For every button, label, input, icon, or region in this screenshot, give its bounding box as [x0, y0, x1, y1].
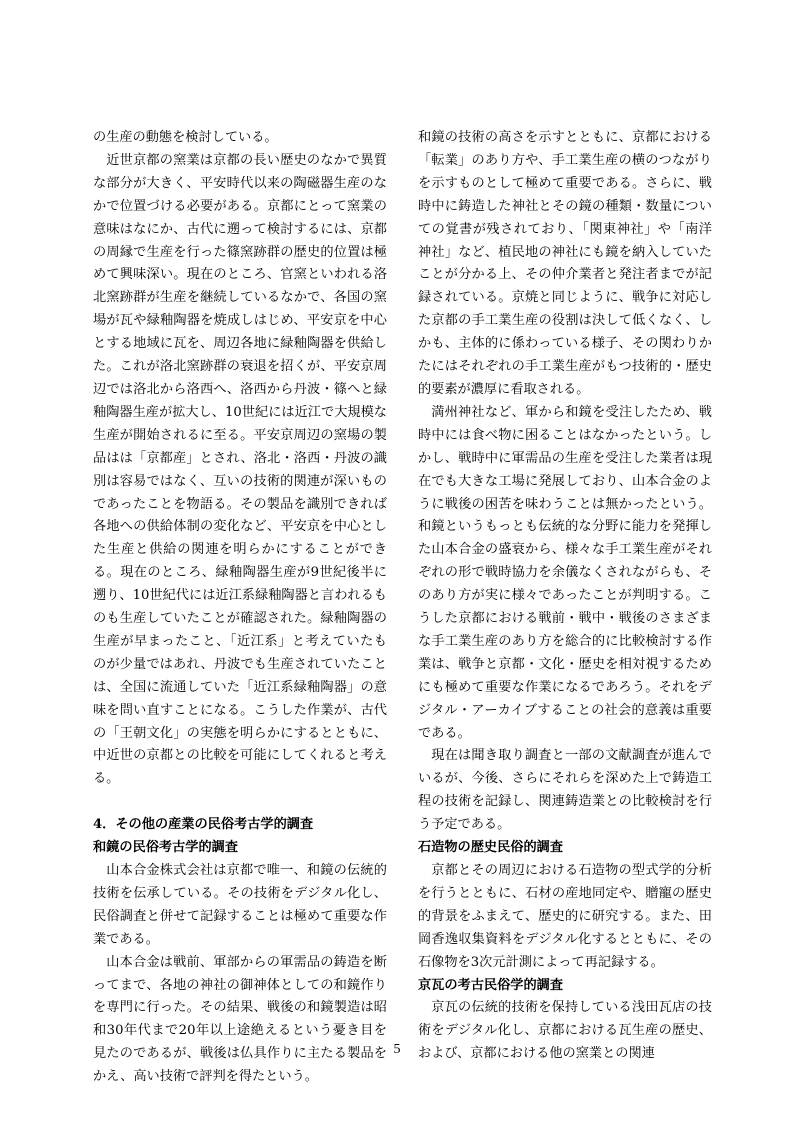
- right-paragraph-1: 和鏡の技術の高さを示すとともに、京都における「転業」のあり方や、手工業生産の横のつながりを示すものとして極めて重要である。さらに、戦時中に鋳造した神社とその鏡の種類・数量についての覚書が残されており、「関東神社」や「南洋神社」など、植民地の神社にも鏡を納入していたことが分かる上、その仲介業者と発注者までが記録されている。京焼と同じように、戦争に対応した京都の手工業生産の役割は決して低くなく、しかも、主体的に係わっている様子、その関わりかたにはそれぞれの手工業生産がもつ技術的・歴史的要素が濃厚に看取される。: [418, 130, 712, 397]
- right-paragraph-5: 京瓦の伝統的技術を保持している浅田瓦店の技術をデジタル化し、京都における瓦生産の歴史、および、京都における他の窯業との関連: [418, 1000, 712, 1062]
- left-paragraph-2: 近世京都の窯業は京都の長い歴史のなかで異質な部分が大きく、平安時代以来の陶磁器生産のなかで位置づける必要がある。京都にとって窯業の意味はなにか、古代に遡って検討するには、京都の周縁で生産を行った篠窯跡群の歴史的位置は極めて興味深い。現在のところ、官窯といわれる洛北窯跡群が生産を継続しているなかで、各国の窯場が瓦や緑釉陶器を焼成しはじめ、平安京を中心とする地域に瓦を、周辺各地に緑釉陶器を供給した。これが洛北窯跡群の衰退を招くが、平安京周辺では洛北から洛西へ、洛西から丹波・篠へと緑釉陶器生産が拡大し、10世紀には近江で大規模な生産が開始されるに至る。平安京周辺の窯場の製品はは「京都産」とされ、洛北・洛西・丹波の識別は容易ではなく、互いの技術的関連が深いものであったことを物語る。その製品を識別できれば各地への供給体制の変化など、平安京を中心とした生産と供給の関連を明らかにすることができる。現在のところ、緑釉陶器生産が9世紀後半に遡り、10世紀代には近江系緑釉陶器と言われるものも生産していたことが確認された。緑釉陶器の生産が早まったこと、「近江系」と考えていたものが少量ではあれ、丹波でも生産されていたことは、全国に流通していた「近江系緑釉陶器」の意味を問い直すことになる。こうした作業が、古代の「王朝文化」の実態を明らかにするとともに、中近世の京都との比較を可能にしてくれると考える。: [93, 152, 387, 787]
- right-paragraph-2: 満州神社など、軍から和鏡を受注したため、戦時中には食べ物に困ることはなかったという。しかし、戦時中に軍需品の生産を受注した業者は現在でも大きな工場に発展しており、山本合金のように戦後の困苦を味わうことは無かったという。和鏡というもっとも伝統的な分野に能力を発揮した山本合金の盛衰から、様々な手工業生産がそれぞれの形で戦時協力を余儀なくされながらも、そのあり方が実に様々であったことが判明する。こうした京都における戦前・戦中・戦後のさまざまな手工業生産のあり方を総合的に比較検討する作業は、戦争と京都・文化・歴史を相対視するためにも極めて重要な作業になるであろう。それをデジタル・アーカイブすることの社会的意義は重要である。: [418, 404, 712, 741]
- left-paragraph-4: 山本合金は戦前、軍部からの軍需品の鋳造を断ってまで、各地の神社の御神体としての和鏡作りを専門に行った。その結果、戦後の和鏡製造は昭和30年代まで20年以上途絶えるという憂き目を見たのであるが、戦後は仏具作りに主たる製品をかえ、高い技術で評判を得たという。: [93, 954, 387, 1085]
- left-paragraph-3: 山本合金株式会社は京都で唯一、和鏡の伝統的技術を伝承している。その技術をデジタル化し、民俗調査と併せて記録することは極めて重要な作業である。: [93, 862, 387, 947]
- left-column: [93, 127, 387, 1089]
- right-paragraph-3: 現在は聞き取り調査と一部の文献調査が進んでいるが、今後、さらにそれらを深めた上で鋳造工程の技術を記録し、関連鋳造業との比較検討を行う予定である。: [418, 748, 712, 833]
- right-paragraph-4: 京都とその周辺における石造物の型式学的分析を行うとともに、石材の産地同定や、贈寵の歴史的背景をふまえて、歴史的に研究する。また、田岡香逸収集資料をデジタル化するとともに、その石像物を3次元計測によって再記録する。: [418, 863, 712, 970]
- subsection-heading-wakyo: 和鏡の民俗考古学的調査: [93, 840, 239, 856]
- page-number: 5: [393, 1042, 401, 1057]
- section-spacer: [93, 791, 387, 814]
- subsection-heading-kyogawara: 京瓦の考古民俗学的調査: [418, 977, 564, 993]
- section-heading-other-industries: 4．その他の産業の民俗考古学的調査: [93, 817, 314, 833]
- subsection-heading-stone: 石造物の歴史民俗的調査: [418, 840, 564, 856]
- left-paragraph-1: の生産の動態を検討している。: [93, 130, 278, 145]
- right-column: [418, 127, 712, 1066]
